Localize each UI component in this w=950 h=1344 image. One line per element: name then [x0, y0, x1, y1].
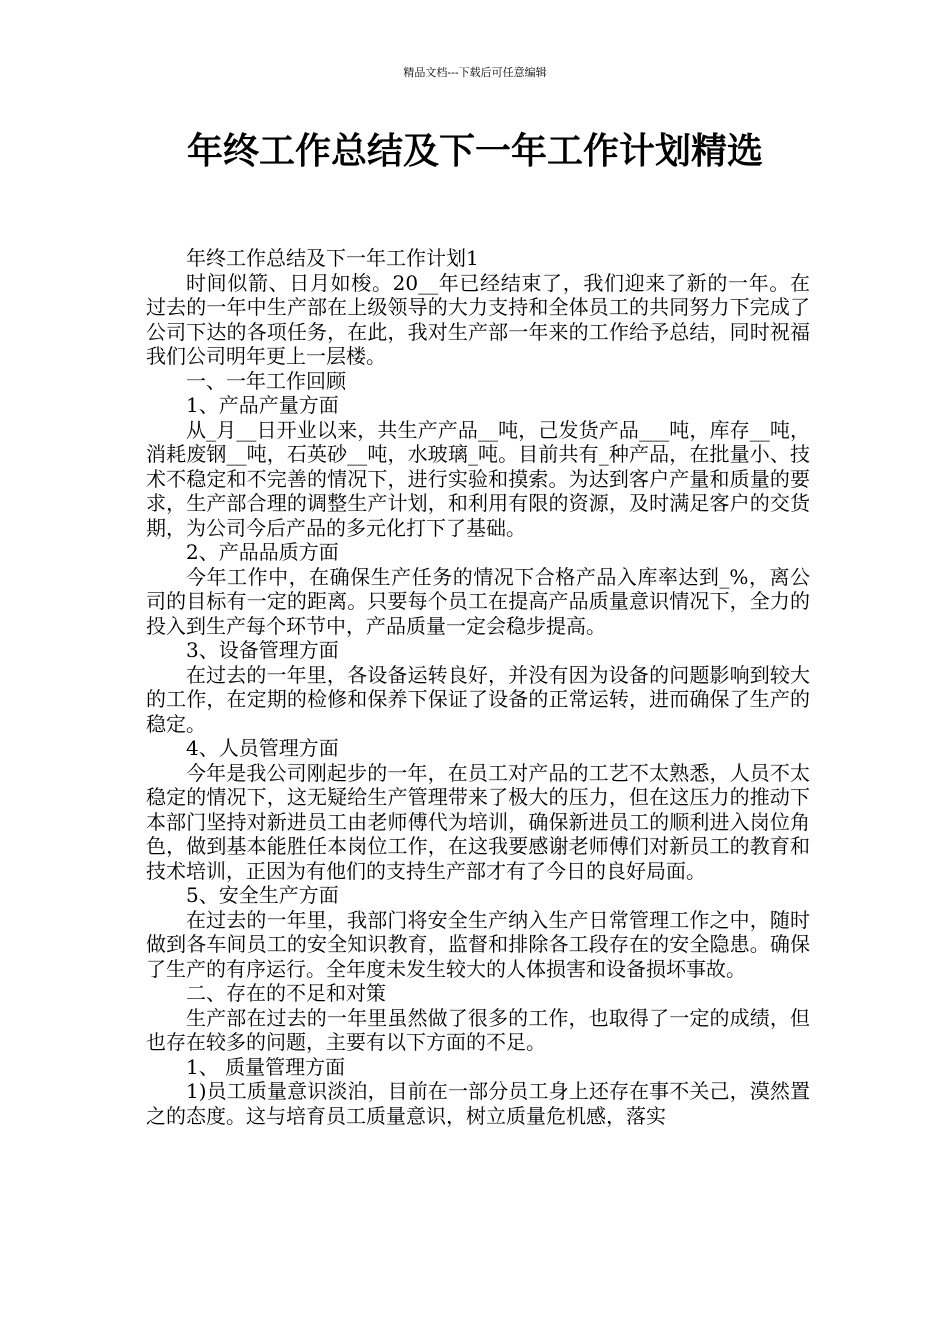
body-paragraph: 在过去的一年里，我部门将安全生产纳入生产日常管理工作之中，随时做到各车间员工的安全知识教育，监督和排除各工段存在的安全隐患。确保了生产的有序运行。全年度未发生较大的人体损害和设备损坏事故。 — [146, 907, 810, 981]
subsection-heading: 2、产品品质方面 — [186, 540, 339, 564]
body-paragraph: 时间似箭、日月如梭。20__年已经结束了，我们迎来了新的一年。在过去的一年中生产部在上级领导的大力支持和全体员工的共同努力下完成了公司下达的各项任务，在此，我对生产部一年来的工作给予总结，同时祝福我们公司明年更上一层楼。 — [146, 270, 810, 368]
body-paragraph: 1)员工质量意识淡泊，目前在一部分员工身上还存在事不关己，漠然置之的态度。这与培育员工质量意识，树立质量危机感，落实 — [146, 1079, 810, 1128]
document-body — [146, 246, 810, 1128]
subsection-heading: 1、 质量管理方面 — [186, 1054, 346, 1079]
body-paragraph: 生产部在过去的一年里虽然做了很多的工作，也取得了一定的成绩，但也存在较多的问题，主要有以下方面的不足。 — [146, 1005, 810, 1054]
body-paragraph: 在过去的一年里，各设备运转良好，并没有因为设备的问题影响到较大的工作，在定期的检修和保养下保证了设备的正常运转，进而确保了生产的稳定。 — [146, 662, 810, 736]
subsection-heading: 4、人员管理方面 — [186, 736, 339, 760]
body-paragraph: 从_月__日开业以来，共生产产品__吨，己发货产品___吨，库存__吨，消耗废钢__吨，石英砂__吨，水玻璃_吨。目前共有_种产品，在批量小、技术不稳定和不完善的情况下，进行实验和摸索。为达到客户产量和质量的要求，生产部合理的调整生产计划，和利用有限的资源，及时满足客户的交货期，为公司今后产品的多元化打下了基础。 — [146, 417, 810, 540]
body-paragraph: 今年工作中，在确保生产任务的情况下合格产品入库率达到_%，离公司的目标有一定的距离。只要每个员工在提高产品质量意识情况下，全力的投入到生产每个环节中，产品质量一定会稳步提高。 — [146, 564, 810, 638]
page-header: 精品文档---下载后可任意编辑 — [403, 66, 547, 79]
section-heading: 二、存在的不足和对策 — [186, 981, 386, 1005]
section-heading: 年终工作总结及下一年工作计划1 — [186, 246, 479, 270]
subsection-heading: 1、产品产量方面 — [186, 393, 339, 417]
subsection-heading: 5、安全生产方面 — [186, 883, 339, 907]
section-heading: 一、一年工作回顾 — [186, 368, 346, 393]
document-title: 年终工作总结及下一年工作计划精选 — [186, 131, 763, 172]
body-paragraph: 今年是我公司刚起步的一年，在员工对产品的工艺不太熟悉，人员不太稳定的情况下，这无疑给生产管理带来了极大的压力，但在这压力的推动下本部门坚持对新进员工由老师傅代为培训，确保新进员工的顺利进入岗位角色，做到基本能胜任本岗位工作，在这我要感谢老师傅们对新员工的教育和技术培训，正因为有他们的支持生产部才有了今日的良好局面。 — [146, 760, 810, 883]
subsection-heading: 3、设备管理方面 — [186, 638, 339, 662]
